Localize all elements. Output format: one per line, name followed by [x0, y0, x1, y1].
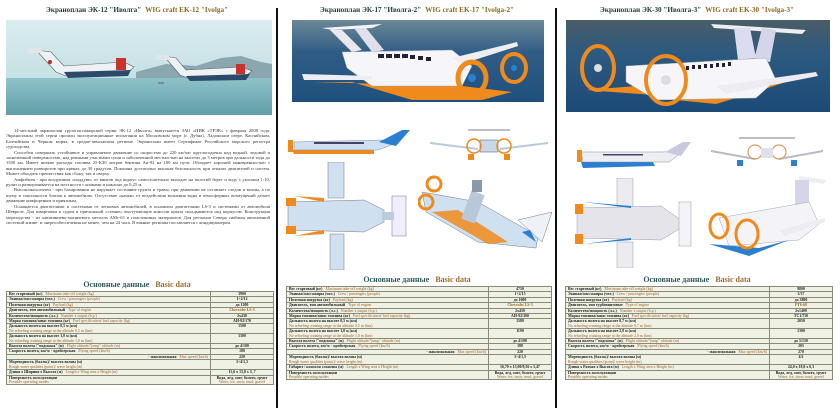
spec-label-en: Fuel specification/ fuel capacity (kg) — [631, 314, 690, 319]
spec-value-text: 220 — [517, 349, 523, 354]
spec-row — [7, 375, 274, 385]
spec-label-ru: Полезная нагрузка (кг) — [568, 297, 609, 302]
spec-label-en: Number x output (h.p.) — [60, 313, 97, 318]
spec-label-ru: Количество/мощность (л.с.) — [568, 308, 617, 313]
divider — [276, 8, 278, 408]
spec-value-text: 270 — [798, 349, 804, 354]
spec-value-text: 1300 — [238, 334, 246, 339]
panel-title: Экраноплан ЭК-17 "Иволга-2" WIG craft EK-17 "Ivolga-2" — [319, 6, 515, 14]
spec-label-ru: Марка топлива/запас топлива (кг) — [9, 319, 70, 324]
ek17-perspective-view — [418, 172, 552, 270]
spec-label-en: Length x Wing area x Height (m) — [621, 365, 674, 370]
spec-value-text: Chevrolet LS-3 — [507, 303, 533, 308]
spec-value-text: 2x450 — [515, 308, 525, 313]
spec-value-text: TC1/750 — [793, 314, 809, 319]
spec-value-text: 1+2/15 — [514, 292, 526, 297]
spec-label — [566, 319, 770, 329]
spec-label-en: Possible operating modes — [9, 379, 49, 384]
spec-table — [286, 286, 552, 380]
spec-label — [287, 319, 489, 329]
spec-table — [565, 286, 833, 380]
spec-label-ru: Дальность полета на высоте 1,0 м (км) — [289, 329, 358, 334]
spec-label — [7, 375, 211, 385]
spec-value-text: 4/2 — [798, 355, 804, 360]
spec-value-text: до 4/100 — [513, 339, 527, 344]
spec-value-text: АИ-92/300 — [511, 314, 529, 319]
spec-value-text: 2x430 — [237, 313, 247, 318]
spec-value-text: до 5/150 — [794, 339, 808, 344]
spec-value-text: Вода, лед, снег, болото, грунт — [494, 370, 546, 375]
spec-label-en: No refueling cruising range at the altitude 2,0 m (km) — [568, 333, 652, 338]
spec-label-ru: Длина x Ширина x Высота (м) — [9, 370, 63, 375]
spec-table — [6, 291, 274, 385]
spec-label-en: Fuel specification/ fuel capacity (kg) — [352, 314, 411, 319]
spec-label-ru: Количество/мощность (л.с.) — [289, 308, 338, 313]
spec-label — [7, 334, 211, 344]
spec-value — [211, 360, 274, 370]
spec-label-en: Max speed (km/h) — [738, 349, 767, 354]
spec-value-text: 24,0 x 18,0 x 6,3 — [787, 365, 815, 370]
spec-label-en: Payload (kg) — [332, 297, 353, 302]
spec-label-ru: Длина x Размах x Высота (м) — [568, 365, 619, 370]
spec-label-ru: Дальность полета на высоте 0,5 м (км) — [9, 324, 78, 329]
spec-label-en: Maximum take-off weight (kg) — [325, 287, 374, 291]
spec-label — [566, 355, 770, 365]
divider — [555, 8, 557, 408]
spec-value-text: 1300 — [797, 329, 805, 334]
spec-label-en: Maximum take-off weight (kg) — [604, 287, 653, 291]
spec-label — [566, 329, 770, 339]
spec-label-en: Rough-water qualities (point)/ wave height (m) — [568, 359, 642, 364]
spec-value-text: 3900 — [238, 292, 246, 296]
spec-label — [7, 324, 211, 334]
spec-label — [287, 329, 489, 339]
ek30-front-view — [709, 136, 825, 170]
spec-label — [7, 360, 211, 370]
spec-label-ru: Поверхность эксплуатации — [289, 370, 338, 375]
spec-value-text: 1500 — [238, 324, 246, 329]
ek17-top-view — [284, 162, 410, 270]
spec-value — [770, 355, 833, 365]
spec-label-en: Type of engine — [625, 303, 649, 308]
spec-row — [7, 324, 274, 334]
spec-label-ru: Дальность полета на высоте 2,0 м (км) — [568, 329, 637, 334]
panel-title: Экраноплан ЭК-12 "Иволга" WIG craft EK-12 "Ivolga" — [45, 6, 229, 14]
spec-label-ru: Мореходность (баллы)/ высота волны (м) — [9, 360, 83, 365]
ek30-top-view — [571, 178, 695, 268]
description: 14-местный экраноплан грузопассажирской серии ЭК-12 «Иволга» выпускается ЗАО «НИК «ТРЭК» с февраля 2008 года. Экранопланы этой серии прошли эксплуатационные испытания на Московском море (г. Дубна), Ладожском озере, Каспийском, Балтийском и Черном морях, в средне-заволжском регионе. Экраноплан имеет Сертификат Российского морского регистра судоходства. Способен совершать устойчивое и управляемое движение со скоростью до 220 км/час круглогодично над водной, ледовой и заснеженной поверхностью, над ровными участками суши и заболоченной местностью на высотах до 3 метров при дальности хода до 1500 км. Имеет низкие расходы топлива 25-КЗ0 литров бензина Аи-92 на 100 км пути. Обладает хорошей маневренностью с выполнением разворотов при кренах до 30 градусов. Показана достаточно высокая безопасность при отказах двигателей и систем. Может обходить препятствия как сбоку, так и сверху. Амфибиен - при воздушном «поддуве» от винтов под корпус самостоятельно выходит на пологий берег и воду с уклоном 1:10, рулит и разворачивается на местности с кочками и наклоно до 0,25 м. Высокоэкологичен - при базировании не нарушает состояние грунта и травы, при движении не оставляет следов и волны, а по шуму и токсичности близок к автомобилю. Отсутствие «качки» от воздействия волнения воды и атмосферных возмущений делает движение комфортным и приятным. Оснащается двигателями и системами от легковых автомобилей, в основном двигателями LS-3 и системами от автомобиля Шевроле. Для швартовки к судам и причальной «стенке» выступающие консоли крыла складываются над корпусом. Конструкция мореходства - из алюминиево-магниевого металла АМг-61 и пластиковых материалов. Для регионов Севера снабжен автономной системой жизне- и энергообеспечения не менее, чем на 24 часа. В южные регионы поставляется с кондиционером. — [6, 128, 270, 225]
ek30-perspective-view — [699, 174, 829, 270]
spec-value-text: 2x1400 — [795, 308, 807, 313]
spec-label-ru: Габарит / консоли сложены (м) — [289, 365, 344, 370]
spec-value-text: Chevrolet LS-3 — [229, 308, 255, 313]
spec-value-text: 4750 — [516, 287, 524, 291]
spec-label-ru: Марка топлива/запас топлива (кг) — [289, 314, 350, 319]
spec-label-ru: Поверхность эксплуатации — [568, 370, 617, 375]
spec-label-ru: Экипаж/пассажиры (чел.) — [289, 292, 335, 297]
spec-value-text: 220 — [239, 354, 245, 359]
spec-label-en: Crew / passengers (people) — [57, 297, 100, 302]
spec-label-ru: Двигатель, тип автомобильный — [289, 303, 345, 308]
spec-label-en: No refueling cruising range at the altitude 0,5 m (km) — [289, 323, 373, 328]
spec-label-en: No refueling cruising range at the altitude 1,0 m (km) — [289, 333, 373, 338]
spec-label-ru: Экипаж/пассажиры (чел.) — [568, 292, 614, 297]
spec-row — [7, 360, 274, 370]
spec-label-en: Fuel specification/ fuel capacity (kg) — [72, 319, 131, 324]
spec-label-en: No refueling cruising range at the altitude 1,0 m (km) — [9, 338, 93, 343]
spec-label-en: Max speed (km/h) — [457, 349, 486, 354]
spec-label-en: Flying speed (km/h) — [358, 344, 390, 349]
spec-label-en: Possible operating modes — [289, 374, 329, 379]
panel-ek30 — [561, 0, 833, 417]
ek17-side-view — [284, 128, 410, 156]
spec-value-text: 1580 — [516, 319, 524, 324]
spec-value — [489, 319, 552, 329]
spec-label-ru: Скорость полета, км/ч: - крейсерская — [568, 344, 635, 349]
spec-label-ru: Мореходность (баллы)/ высота волны (м) — [568, 355, 642, 360]
spec-value-text: 1+2/12 — [236, 297, 248, 302]
spec-label-en: Rough water qualities (point)/ wave height (m) — [289, 359, 363, 364]
spec-row — [287, 370, 552, 380]
spec-label-en: Flight altitude/"jump" altitude (m) — [346, 339, 401, 344]
spec-label-en: Flight altitude/"jump" altitude (m) — [66, 344, 121, 349]
spec-value-text: Вода, лед, снег, болото, грунт — [216, 375, 268, 380]
spec-value-text: 3÷4/1,3 — [236, 360, 248, 365]
spec-value-text: 1190 — [516, 329, 524, 334]
spec-label-ru: Дальность полета на высоте 0,7 м (км) — [568, 319, 637, 324]
spec-value-text: до 3800 — [794, 297, 808, 302]
spec-label-ru: Полезная нагрузка (кг) — [9, 302, 50, 307]
spec-value-text: до 4/100 — [235, 344, 249, 349]
spec-value — [489, 370, 552, 380]
spec-value-text-en: Water, ice, snow, mud, gravel — [219, 379, 265, 384]
spec-value-text: 3÷4/1,5 — [514, 355, 526, 360]
spec-label-ru: Скорость полета, км/ч: - крейсерская — [9, 349, 76, 354]
spec-label-ru: Двигатель, тип автомобильный — [9, 308, 65, 313]
spec-label-ru: - максимальная — [426, 349, 455, 354]
spec-value — [770, 370, 833, 380]
spec-label-en: Possible operating modes — [568, 374, 608, 379]
ek30-photo — [566, 20, 830, 112]
ek30-side-view — [573, 140, 693, 170]
spec-label-en: Crew / passengers (people) — [337, 292, 380, 297]
spec-label-en: Crew / passengers (people) — [616, 292, 659, 297]
spec-row — [566, 329, 833, 339]
spec-value — [489, 329, 552, 339]
spec-value-text: 3/37 — [797, 292, 805, 297]
spec-label-ru: Дальность полета на высоте 0,5 м (км) — [289, 319, 358, 324]
spec-label-en: No refueling cruising range at the altitude 0,5 m (km) — [9, 328, 93, 333]
spec-label-ru: Двигатель, тип турбовинтовые — [568, 303, 623, 308]
basic-data-heading: Основные данные Basic data — [643, 275, 751, 284]
spec-value — [211, 324, 274, 334]
spec-value-text: 205 — [798, 344, 804, 349]
spec-label-ru: Полезная нагрузка (кг) — [289, 297, 330, 302]
spec-label-ru: - максимальная — [148, 354, 177, 359]
spec-label-en: Max speed (km/h) — [179, 354, 208, 359]
spec-label-ru: Высота полета /"подскока" (м) — [9, 344, 64, 349]
spec-value-text-en: Water, ice, snow, mud, gravel — [497, 374, 543, 379]
spec-value-text: 2050 — [797, 319, 805, 324]
spec-label-ru: Высота полета /"подскока" (м) — [289, 339, 344, 344]
spec-label-en: Flight altitude/"jump" altitude (m) — [625, 339, 680, 344]
ek17-photo — [292, 20, 544, 102]
panel-title: Экраноплан ЭК-30 "Иволга-3" WIG craft EK-30 "Ivolga-3" — [599, 6, 795, 14]
spec-label-en: Flying speed (km/h) — [637, 344, 669, 349]
spec-label-ru: Вес стартовый (кг) — [568, 287, 602, 291]
spec-label — [566, 370, 770, 380]
spec-row — [7, 334, 274, 344]
spec-value — [770, 319, 833, 329]
spec-value — [211, 375, 274, 385]
spec-label-ru: Вес стартовый (кг) — [289, 287, 323, 291]
spec-label-en: Payload (kg) — [611, 297, 632, 302]
panel-ek17 — [282, 0, 552, 417]
spec-value — [489, 355, 552, 365]
spec-label-en: Maximum take-off weight (kg) — [45, 292, 94, 296]
spec-label-en: Flying speed (km/h) — [78, 349, 110, 354]
spec-value-text: до 1600 — [513, 297, 527, 302]
spec-label-ru: Дальность полета на высоте 1,0 м (км) — [9, 334, 78, 339]
spec-label-en: Number x output (h.p.) — [619, 308, 656, 313]
spec-label-ru: Количество/мощность (л.с.) — [9, 313, 58, 318]
spec-row — [566, 319, 833, 329]
spec-label-en: Type of engine — [348, 303, 372, 308]
spec-row — [287, 319, 552, 329]
spec-value-text: 180 — [239, 349, 245, 354]
spec-label-ru: Мореходность (баллы)/ высота волны (м) — [289, 355, 363, 360]
spec-label-ru: Высота полета /"подскока" (м) — [568, 339, 623, 344]
spec-value-text: 9800 — [797, 287, 805, 291]
panel-ek12 — [0, 0, 274, 417]
spec-label-en: Length x Wing area x Height (m) — [65, 370, 118, 375]
spec-row — [566, 370, 833, 380]
spec-value-text: АИ-92/170 — [233, 319, 251, 324]
spec-label-ru: Поверхность эксплуатации — [9, 375, 58, 380]
spec-row — [287, 355, 552, 365]
spec-label-en: No refueling cruising range at the altitude 0,7 m (km) — [568, 323, 652, 328]
basic-data-heading: Основные данные Basic data — [363, 275, 471, 284]
spec-label-ru: Марка топлива/запас топлива (кг) — [568, 314, 629, 319]
spec-value-text: 16,70 x 15,00/9,56 x 3,47 — [500, 365, 540, 370]
spec-value — [770, 329, 833, 339]
spec-value-text: 15,6 x 13,0 x 3, 7 — [228, 370, 256, 375]
spec-label-ru: - максимальная — [707, 349, 736, 354]
spec-value-text: до 1200 — [235, 302, 249, 307]
spec-label-ru: Вес стартовый (кг) — [9, 292, 43, 296]
spec-label-en: Length x Wing area x Height (m) — [346, 365, 399, 370]
spec-label-en: Payload (kg) — [52, 302, 73, 307]
spec-value-text-en: Water, ice, snow, mud, gravel — [778, 374, 824, 379]
spec-label-en: Rough water qualities (point)/ wave height (m) — [9, 364, 83, 369]
spec-value-text: Вода, лед, снег, болото, грунт — [775, 370, 827, 375]
spec-value-text: 180 — [517, 344, 523, 349]
spec-label-en: Type of engine — [68, 308, 92, 313]
spec-value-text: PT6-60 — [794, 303, 808, 308]
spec-label-en: Number x output (h.p.) — [340, 308, 377, 313]
basic-data-heading: Основные данные Basic data — [83, 280, 191, 289]
spec-label-ru: Экипаж/пассажиры (чел.) — [9, 297, 55, 302]
ek12-photo — [6, 20, 272, 115]
spec-label — [287, 355, 489, 365]
spec-row — [287, 329, 552, 339]
spec-value — [211, 334, 274, 344]
spec-label — [287, 370, 489, 380]
spec-row — [566, 355, 833, 365]
spec-label-ru: Скорость полета, км/ч: - крейсерская — [289, 344, 356, 349]
ek17-front-view — [428, 128, 550, 162]
